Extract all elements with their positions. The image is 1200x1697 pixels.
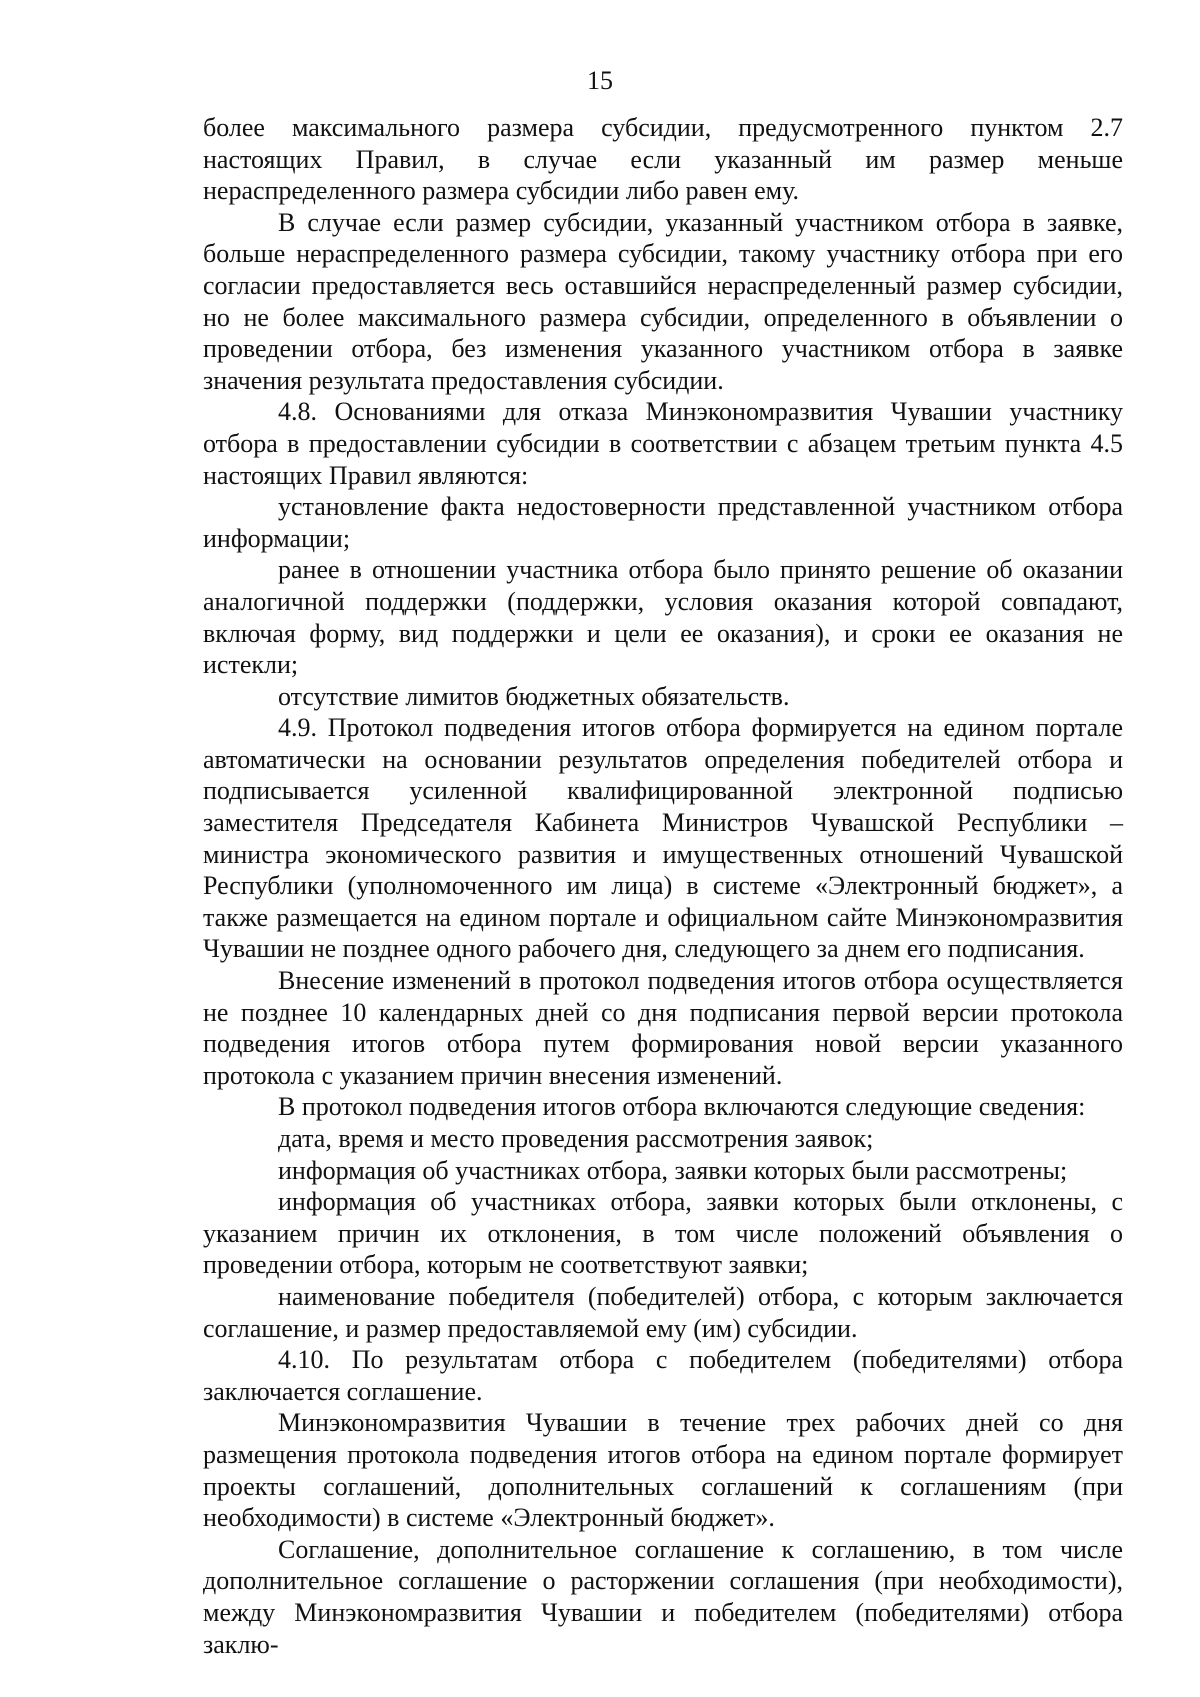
list-item-no-budget-limits: отсутствие лимитов бюджетных обязательств. [278,681,790,711]
paragraph-4-9-protocol: 4.9. Протокол подведения итогов отбора формируется на едином портале автоматически на основании результатов определения победителей отбора и подписывается усиленной квалифицированной электронной подписью заместителя Председателя Кабинета Министров Чувашской Республики – министра экономического развития и имущественных отношений Чувашской Республики (уполномоченного им лица) в системе «Электронный бюджет», а также размещается на едином портале и официальном сайте Минэкономразвития Чувашии не позднее одного рабочего дня, следующего за днем его подписания. [203,713,1123,964]
paragraph-4-8-refusal-grounds: 4.8. Основаниями для отказа Минэкономразвития Чувашии участнику отбора в предоставлении субсидии в соответствии с абзацем третьим пункта 4.5 настоящих Правил являются: [203,397,1123,490]
list-item-rejected-participants: информация об участниках отбора, заявки которых были отклонены, с указанием причин их отклонения, в том числе положений объявления о проведении отбора, которым не соответствуют заявки; [203,1187,1123,1280]
paragraph-4-10-agreement: 4.10. По результатам отбора с победителем (победителями) отбора заключается соглашение. [203,1345,1123,1406]
list-item-inaccurate-info: установление факта недостоверности представленной участником отбора информации; [203,492,1123,553]
paragraph-draft-agreements: Минэкономразвития Чувашии в течение трех рабочих дней со дня размещения протокола подведения итогов отбора на едином портале формирует проекты соглашений, дополнительных соглашений к соглашениям (при необходимости) в системе «Электронный бюджет». [203,1408,1123,1533]
list-item-prior-support: ранее в отношении участника отбора было принято решение об оказании аналогичной поддержки (поддержки, условия оказания которой совпадают, включая форму, вид поддержки и цели ее оказания), и сроки ее оказания не истекли; [203,555,1123,680]
list-item-reviewed-participants: информация об участниках отбора, заявки которых были рассмотрены; [278,1155,1068,1185]
paragraph-protocol-contents: В протокол подведения итогов отбора включаются следующие сведения: [278,1092,1086,1122]
list-item-date-time-place: дата, время и место проведения рассмотрения заявок; [278,1124,874,1153]
document-body [203,112,1123,1660]
paragraph-subsidy-exceeds: В случае если размер субсидии, указанный участником отбора в заявке, больше нераспределенного размера субсидии, такому участнику отбора при его согласии предоставляется весь оставшийся нераспределенный размер субсидии, но не более максимального размера субсидии, определенного в объявлении о проведении отбора, без изменения указанного участником отбора в заявке значения результата предоставления субсидии. [203,207,1123,395]
paragraph-agreement-conclusion: Соглашение, дополнительное соглашение к соглашению, в том числе дополнительное соглашение о расторжении соглашения (при необходимости), между Минэкономразвития Чувашии и победителем (победителями) отбора заклю- [203,1534,1123,1659]
paragraph-subsidy-max-continued: более максимального размера субсидии, предусмотренного пунктом 2.7 настоящих Правил, в случае если указанный им размер меньше нераспределенного размера субсидии либо равен ему. [203,113,1123,206]
page-number: 15 [587,66,613,95]
list-item-winner-name: наименование победителя (победителей) отбора, с которым заключается соглашение, и размер предоставляемой ему (им) субсидии. [203,1281,1123,1343]
paragraph-protocol-changes: Внесение изменений в протокол подведения итогов отбора осуществляется не позднее 10 календарных дней со дня подписания первой версии протокола подведения итогов отбора путем формирования новой версии указанного протокола с указанием причин внесения изменений. [203,966,1123,1090]
